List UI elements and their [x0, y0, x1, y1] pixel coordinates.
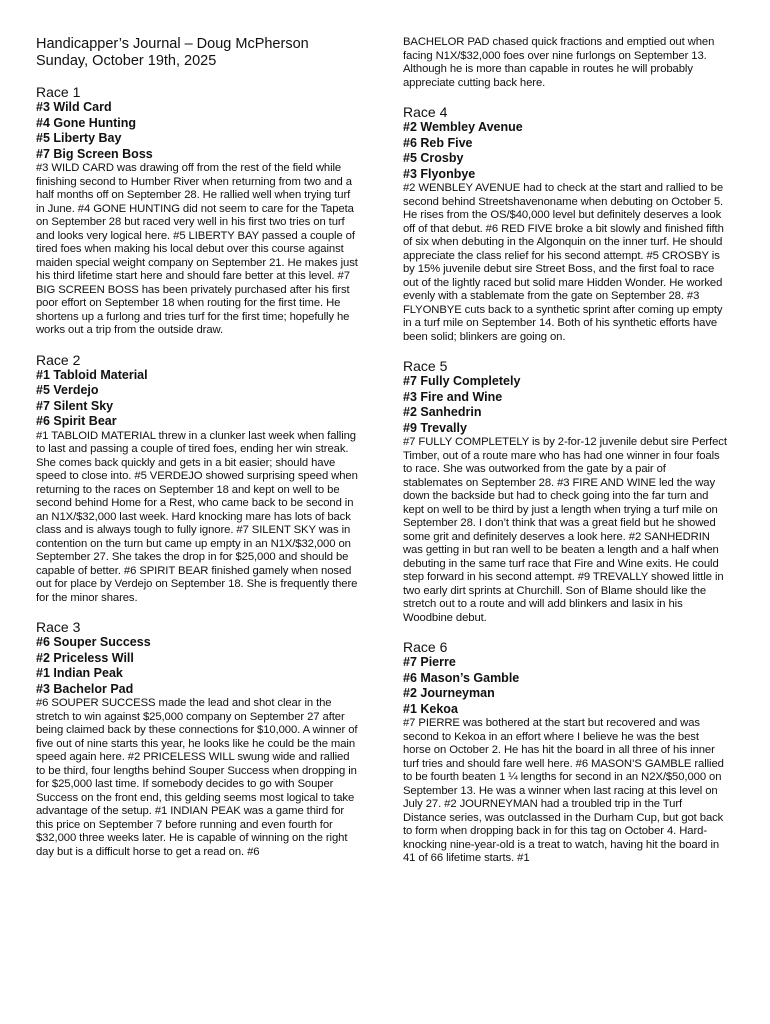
race-heading: Race 3 [36, 619, 81, 635]
race-pick: #3 Bachelor Pad [36, 681, 134, 696]
race-analysis: #6 SOUPER SUCCESS made the lead and shot clear in the stretch to win against $25,000 company on September 27 after being claimed back by these connections for $10,000. A winner of five out of nine starts this year, he looks like he could be the main speed again here. #2 PRICELESS WILL swung wide and rallied to be third, four lengths behind Souper Success when dropping in for $25,000 last time. If somebody decides to go with Souper Success on the front end, this gelding seems most logical to take advantage of the setup. #1 INDIAN PEAK was a game third for this price on September 7 before running and even fourth for $32,000 three weeks later. He is capable of winning on the right day but is a difficult horse to get a read on. #6 [36, 697, 358, 858]
race-analysis: #3 WILD CARD was drawing off from the rest of the field while finishing second to Humber River when returning from two and a half months off on September 28. He rallied well when trying turf in June. #4 GONE HUNTING did not seem to care for the Tapeta on September 28 but raced very well in his first two tries on turf and looks very logical here. #5 LIBERTY BAY passed a couple of tired foes when making his local debut over this course against maiden special weight company on September 21. He makes just his third lifetime start here and should fare better at this level. #7 BIG SCREEN BOSS has been privately purchased after his first poor effort on September 18 when routing for the first time. He shortens up a furlong and tries turf for the first time; hopefully he works out a trip from the outside draw. [36, 162, 358, 336]
race-heading: Race 1 [36, 84, 81, 100]
race-1 [36, 84, 360, 338]
race-pick: #2 Wembley Avenue [403, 120, 523, 134]
document-title: Handicapper’s Journal – Doug McPherson [36, 36, 309, 52]
race-heading: Race 2 [36, 351, 81, 368]
race-analysis: #7 PIERRE was bothered at the start but recovered and was second to Kekoa in an effort where I believe he was the best horse on October 2. He has hit the board in all three of his inner turf tries and should fare well here. #6 MASON’S GAMBLE rallied to be fourth beaten 1 ¼ lengths for second in an N2X/$50,000 on September 13. He was a winner when last racing at this level on July 27. #2 JOURNEYMAN had a troubled trip in the Turf Distance series, was outclassed in the Durham Cup, but got back to form when dropping back in for this tag on October 4. Hard-knocking nine-year-old is a treat to watch, having hit the board in 41 of 66 lifetime starts. #1 [403, 717, 724, 864]
race-pick: #5 Liberty Bay [36, 131, 122, 145]
race-pick: #2 Priceless Will [36, 650, 134, 665]
race-pick: #5 Verdejo [36, 383, 99, 397]
race-5 [403, 358, 727, 625]
race-6 [403, 639, 727, 866]
race-pick: #6 Reb Five [403, 135, 473, 150]
race-pick: #6 Mason’s Gamble [403, 670, 520, 685]
race-pick: #6 Spirit Bear [36, 414, 117, 428]
race-pick: #9 Trevally [403, 420, 467, 435]
race-heading: Race 6 [403, 639, 448, 655]
race-pick: #7 Fully Completely [403, 374, 521, 388]
race-pick: #7 Big Screen Boss [36, 146, 153, 161]
race-pick: #4 Gone Hunting [36, 115, 136, 130]
race-pick: #3 Fire and Wine [403, 389, 503, 404]
race-pick: #3 Flyonbye [403, 166, 476, 181]
race-analysis: #7 FULLY COMPLETELY is by 2-for-12 juvenile debut sire Perfect Timber, out of a route mare who has had one winner in four foals to race. She was outworked from the gate by a pair of stablemates on September 28. #3 FIRE AND WINE led the way down the backside but had to check going into the far turn and kept on well to be third by just a length when trying a turf mile on September 28. I don’t think that was a great field but he showed some grit and definitely deserves a look here. #2 SANHEDRIN was getting in but ran well to be beaten a length and a half when debuting in the same turf race that Fire and Wine exits. He could step forward in his second attempt. #9 TREVALLY showed little in two early dirt sprints at Churchill. Son of Blame should like the stretch out to a route and will add blinkers and lasix in his Woodbine debut. [403, 436, 727, 624]
race-pick: #2 Journeyman [403, 686, 495, 700]
left-column [36, 36, 360, 873]
race-heading: Race 4 [403, 104, 448, 120]
race-pick: #5 Crosby [403, 151, 464, 165]
document-date: Sunday, October 19th, 2025 [36, 53, 217, 69]
race-continuation: BACHELOR PAD chased quick fractions and emptied out when facing N1X/$32,000 foes over nine furlongs on September 13. Although he is more than capable in routes he will probably appreciate cutting back here. [403, 36, 715, 89]
right-column [403, 36, 727, 880]
race-pick: #1 Indian Peak [36, 666, 123, 680]
race-pick: #7 Silent Sky [36, 398, 114, 413]
race-pick: #7 Pierre [403, 655, 456, 669]
race-heading: Race 5 [403, 358, 448, 374]
race-pick: #2 Sanhedrin [403, 405, 482, 419]
race-4 [403, 104, 727, 344]
race-analysis: #2 WENBLEY AVENUE had to check at the start and rallied to be second behind Streetshavenoname when debuting on October 5. He rises from the OS/$40,000 level but definitely deserves a look off of that debut. #6 RED FIVE broke a bit slowly and finished fifth of six when debuting in the Algonquin on the inner turf. He should appreciate the class relief for his second attempt. #5 CROSBY is by 15% juvenile debut sire Street Boss, and the first foal to race out of the lightly raced but solid mare Hidden Wonder. He worked evenly with a stablemate from the gate on September 28. #3 FLYONBYE cuts back to a synthetic sprint after coming up empty in a turf mile on September 14. Both of his synthetic efforts have been solid; blinkers are going on. [403, 182, 724, 343]
race-3 [36, 619, 360, 859]
race-pick: #3 Wild Card [36, 100, 112, 114]
race-2 [36, 352, 360, 606]
race-pick: #1 Tabloid Material [36, 367, 148, 382]
race-pick: #6 Souper Success [36, 635, 151, 649]
race-pick: #1 Kekoa [403, 701, 458, 716]
race-analysis: #1 TABLOID MATERIAL threw in a clunker last week when falling to last and passing a couple of tired foes, ending her win streak. She comes back quickly and gets in a bit easier; should have speed to close into. #5 VERDEJO showed surprising speed when returning to the races on September 18 and kept on well to be second behind Home for a Rest, who came back to be second in an N1X/$32,000 last week. Hard knocking mare has lots of back class and is always tough to fully ignore. #7 SILENT SKY was in contention on the turn but came up empty in an N1X/$32,000 on September 27. She takes the drop in for $25,000 and should be capable of better. #6 SPIRIT BEAR finished gamely when nosed out for place by Verdejo on September 18. She is frequently there for the minor shares. [36, 429, 358, 604]
